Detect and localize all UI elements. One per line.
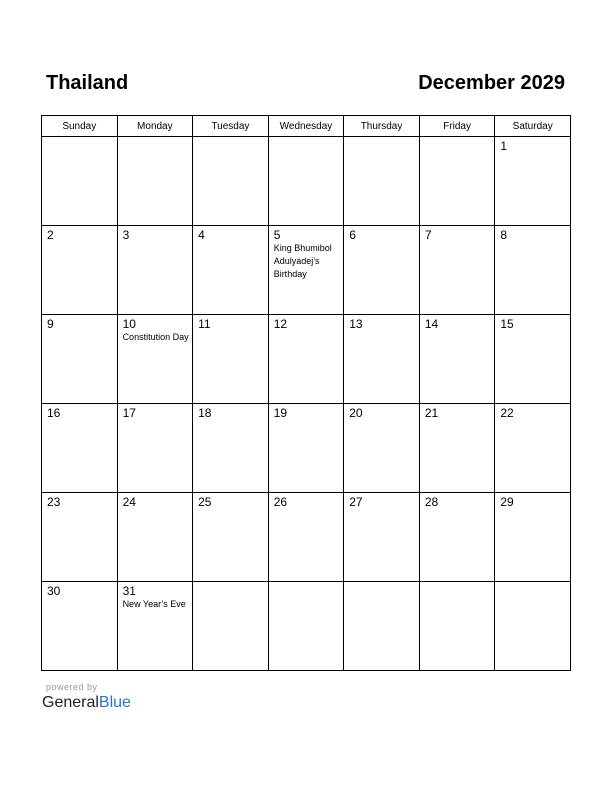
day-number: 17 xyxy=(122,406,136,420)
day-cell xyxy=(419,582,495,671)
day-number: 11 xyxy=(198,317,211,331)
day-cell xyxy=(268,137,344,226)
day-number: 24 xyxy=(122,495,136,509)
day-cell xyxy=(193,404,269,493)
day-number: 21 xyxy=(424,406,439,420)
day-cell xyxy=(117,315,193,404)
day-number: 9 xyxy=(47,317,54,331)
weekday-header: Saturday xyxy=(495,116,571,137)
day-number: 19 xyxy=(273,406,288,420)
month-year-title: December 2029 xyxy=(418,72,565,94)
day-cell xyxy=(344,137,420,226)
weekday-header-row xyxy=(42,116,571,137)
day-cell xyxy=(193,582,269,671)
day-cell xyxy=(42,582,118,671)
week-row xyxy=(42,493,571,582)
day-cell xyxy=(42,404,118,493)
holiday-label: Constitution Day xyxy=(122,332,189,342)
day-cell xyxy=(419,404,495,493)
day-number xyxy=(118,137,193,140)
country-title: Thailand xyxy=(46,72,129,94)
powered-by-label: powered by xyxy=(46,682,98,692)
day-cell xyxy=(42,315,118,404)
day-cell xyxy=(42,493,118,582)
day-number: 13 xyxy=(349,317,363,331)
weekday-header: Friday xyxy=(419,116,495,137)
day-number: 5 xyxy=(273,228,281,242)
day-number: 12 xyxy=(273,317,288,331)
day-cell xyxy=(193,315,269,404)
day-cell xyxy=(344,226,420,315)
day-number: 15 xyxy=(500,317,514,331)
day-number: 23 xyxy=(47,495,61,509)
day-number: 14 xyxy=(424,317,439,331)
day-number: 27 xyxy=(349,495,363,509)
weekday-header: Tuesday xyxy=(193,116,269,137)
day-cell xyxy=(193,226,269,315)
day-cell xyxy=(42,137,118,226)
logo-text-general: General xyxy=(42,694,99,711)
day-cell xyxy=(268,493,344,582)
weekday-header: Sunday xyxy=(42,116,118,137)
day-number: 3 xyxy=(122,228,130,242)
day-cell xyxy=(344,315,420,404)
day-cell xyxy=(344,582,420,671)
day-cell xyxy=(495,315,571,404)
day-cell xyxy=(268,315,344,404)
day-cell xyxy=(42,226,118,315)
day-number: 28 xyxy=(424,495,439,509)
day-number xyxy=(42,137,117,140)
day-cell xyxy=(117,582,193,671)
weekday-header: Thursday xyxy=(344,116,420,137)
day-number: 30 xyxy=(47,584,61,598)
weekday-header: Monday xyxy=(117,116,193,137)
week-row xyxy=(42,404,571,493)
day-number: 25 xyxy=(198,495,212,509)
day-number xyxy=(344,137,419,140)
day-number: 26 xyxy=(273,495,288,509)
day-cell xyxy=(117,493,193,582)
day-cell xyxy=(344,404,420,493)
day-cell xyxy=(193,137,269,226)
day-cell xyxy=(193,493,269,582)
day-cell xyxy=(495,582,571,671)
holiday-label: King Bhumibol Adulyadej’s Birthday xyxy=(273,243,332,279)
day-cell xyxy=(117,404,193,493)
day-cell xyxy=(419,315,495,404)
week-row xyxy=(42,315,571,404)
week-row xyxy=(42,582,571,671)
day-cell xyxy=(495,137,571,226)
day-number xyxy=(269,137,344,140)
day-number: 6 xyxy=(349,228,356,242)
day-cell xyxy=(495,493,571,582)
day-number xyxy=(495,582,570,585)
day-number: 20 xyxy=(349,406,363,420)
day-number: 29 xyxy=(500,495,514,509)
day-number: 10 xyxy=(122,317,136,331)
day-cell xyxy=(268,226,344,315)
day-cell xyxy=(117,226,193,315)
week-row xyxy=(42,226,571,315)
day-cell xyxy=(344,493,420,582)
day-number: 16 xyxy=(47,406,61,420)
day-number: 4 xyxy=(198,228,205,242)
day-number xyxy=(420,582,495,585)
day-cell xyxy=(268,404,344,493)
day-number: 7 xyxy=(424,228,432,242)
day-cell xyxy=(495,404,571,493)
day-number: 1 xyxy=(500,139,508,153)
day-number xyxy=(193,137,268,140)
logo-text-blue: Blue xyxy=(98,694,131,711)
day-cell xyxy=(419,226,495,315)
day-number xyxy=(344,582,419,585)
day-number: 8 xyxy=(500,228,508,242)
day-number xyxy=(193,582,268,585)
week-row xyxy=(42,137,571,226)
day-number xyxy=(269,582,344,585)
day-number xyxy=(420,137,495,140)
weekday-header: Wednesday xyxy=(268,116,344,137)
day-cell xyxy=(419,137,495,226)
day-cell xyxy=(419,493,495,582)
holiday-label: New Year’s Eve xyxy=(122,599,186,609)
day-number: 2 xyxy=(47,228,54,242)
day-number: 18 xyxy=(198,406,212,420)
calendar-grid xyxy=(41,115,571,671)
generalblue-logo[interactable] xyxy=(42,694,131,712)
day-number: 31 xyxy=(122,584,136,598)
day-number: 22 xyxy=(500,406,514,420)
day-cell xyxy=(117,137,193,226)
day-cell xyxy=(495,226,571,315)
day-cell xyxy=(268,582,344,671)
